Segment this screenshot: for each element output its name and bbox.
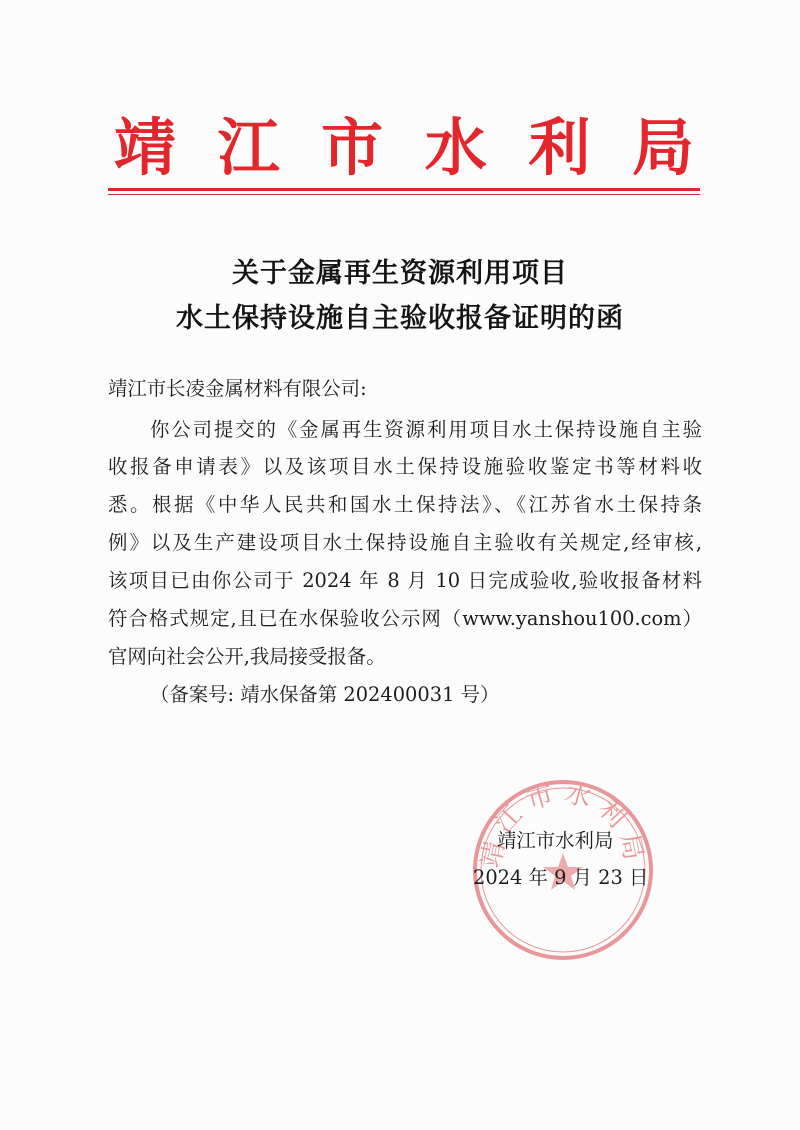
letterhead-char: 局 (631, 111, 694, 184)
body-line: 官网向社会公开,我局接受报备。 (108, 645, 386, 668)
document-title-line2: 水土保持设施自主验收报备证明的函 (176, 303, 624, 334)
body-line: 例》以及生产建设项目水土保持设施自主验收有关规定,经审核, (108, 531, 702, 554)
letterhead-char: 靖 (113, 111, 176, 184)
body-line: 你公司提交的《金属再生资源利用项目水土保持设施自主验 (150, 418, 702, 441)
letterhead-org-name (108, 108, 700, 188)
addressee: 靖江市长凌金属材料有限公司: (108, 377, 367, 400)
letterhead-char: 江 (217, 111, 280, 184)
letterhead-rule-thin (108, 194, 700, 195)
record-number: （备案号: 靖水保备第 202400031 号） (150, 683, 500, 706)
seal-text: 靖江市水利局 (476, 777, 650, 871)
letterhead-char: 水 (424, 111, 487, 184)
signature-org: 靖江市水利局 (497, 829, 614, 852)
signature-date: 2024 年 9 月 23 日 (473, 866, 649, 889)
body-line: 该项目已由你公司于 2024 年 8 月 10 日完成验收,验收报备材料 (108, 569, 702, 592)
letterhead-char: 利 (528, 111, 591, 184)
letterhead-char: 市 (321, 111, 384, 184)
body-line: 收报备申请表》以及该项目水土保持设施验收鉴定书等材料收 (108, 455, 702, 478)
body-line: 符合格式规定,且已在水保验收公示网（www.yanshou100.com） (108, 607, 702, 630)
letterhead-rule-thick (108, 188, 700, 191)
document-title-line1: 关于金属再生资源利用项目 (232, 258, 568, 289)
body-line: 悉。根据《中华人民共和国水土保持法》、《江苏省水土保持条 (108, 493, 702, 516)
